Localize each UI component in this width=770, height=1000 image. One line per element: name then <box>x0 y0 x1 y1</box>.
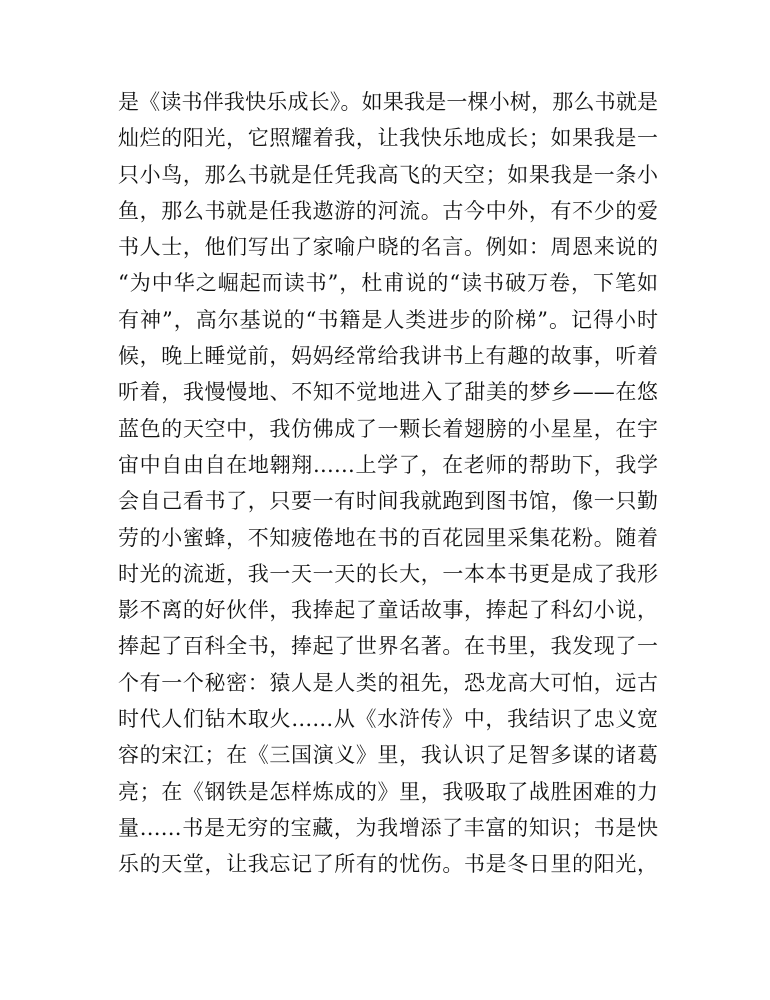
text-line: 蓝色的天空中，我仿佛成了一颗长着翅膀的小星星，在宇 <box>118 416 658 441</box>
text-line: 亮；在《钢铁是怎样炼成的》里，我吸取了战胜困难的力 <box>118 779 658 804</box>
text-line: 影不离的好伙伴，我捧起了童话故事，捧起了科幻小说， <box>118 598 658 623</box>
text-line: 鱼，那么书就是任我遨游的河流。古今中外，有不少的爱 <box>118 198 658 223</box>
text-line: 时代人们钻木取火……从《水浒传》中，我结识了忠义宽 <box>118 707 658 732</box>
text-line: 是《读书伴我快乐成长》。如果我是一棵小树，那么书就是 <box>118 90 658 114</box>
text-line: 灿烂的阳光，它照耀着我，让我快乐地成长；如果我是一 <box>118 126 658 151</box>
text-line: 劳的小蜜蜂，不知疲倦地在书的百花园里采集花粉。随着 <box>118 525 658 550</box>
essay-paragraph <box>118 84 658 883</box>
text-line: 个有一个秘密：猿人是人类的祖先，恐龙高大可怕，远古 <box>118 670 658 695</box>
text-line: 有神”，高尔基说的“书籍是人类进步的阶梯”。记得小时 <box>118 307 658 332</box>
text-line: 量……书是无穷的宝藏，为我增添了丰富的知识；书是快 <box>118 815 658 840</box>
text-line: 容的宋江；在《三国演义》里，我认识了足智多谋的诸葛 <box>118 743 658 768</box>
text-line: 只小鸟，那么书就是任凭我高飞的天空；如果我是一条小 <box>118 162 658 187</box>
text-line: 宙中自由自在地翱翔……上学了，在老师的帮助下，我学 <box>118 452 658 477</box>
text-line: 会自己看书了，只要一有时间我就跑到图书馆，像一只勤 <box>118 489 658 514</box>
text-line: “为中华之崛起而读书”，杜甫说的“读书破万卷，下笔如 <box>118 271 658 296</box>
text-line: 乐的天堂，让我忘记了所有的忧伤。书是冬日里的阳光， <box>118 852 658 877</box>
text-line: 书人士，他们写出了家喻户晓的名言。例如：周恩来说的 <box>118 235 658 260</box>
text-line: 听着，我慢慢地、不知不觉地进入了甜美的梦乡——在悠 <box>118 380 658 405</box>
text-line: 候，晚上睡觉前，妈妈经常给我讲书上有趣的故事，听着 <box>118 344 658 369</box>
text-line: 捧起了百科全书，捧起了世界名著。在书里，我发现了一 <box>118 634 658 659</box>
text-line: 时光的流逝，我一天一天的长大，一本本书更是成了我形 <box>118 561 658 586</box>
